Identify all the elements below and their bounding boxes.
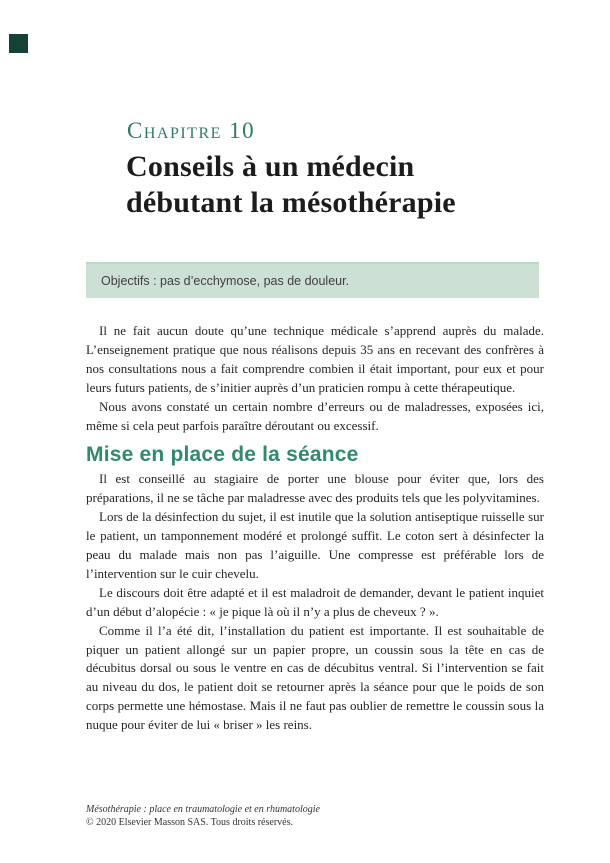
footer-copyright: © 2020 Elsevier Masson SAS. Tous droits réservés.: [86, 816, 293, 828]
section-paragraph-3: Le discours doit être adapté et il est maladroit de demander, devant le patient inquiet d’un début d’alopécie : « je pique là où il n’y a plus de cheveux ? ».: [86, 584, 544, 619]
objectives-banner: [86, 262, 539, 298]
chapter-label: Chapitre 10: [127, 118, 256, 143]
section-heading: Mise en place de la séance: [86, 443, 359, 467]
page-footer: [86, 804, 320, 829]
chapter-title-line-1: Conseils à un médecin: [126, 150, 415, 183]
section-paragraph-2: Lors de la désinfection du sujet, il est inutile que la solution antiseptique ruisselle sur le patient, un tamponnement modéré et prolongé suffit. Le coton sert à désinfecter la peau du malade mais non pas l’aiguille. Une compresse est préférable lors de l’intervention sur le cuir chevelu.: [86, 509, 544, 581]
chapter-title: [126, 149, 456, 221]
intro-paragraph-2: Nous avons constaté un certain nombre d’erreurs ou de maladresses, exposées ici, même si cela peut parfois paraître déroutant ou excessif.: [86, 398, 544, 433]
intro-paragraph-1: Il ne fait aucun doute qu’une technique médicale s’apprend auprès du malade. L’enseignement pratique que nous réalisons depuis 35 ans en recevant des confrères à nos consultations nous a fait comprendre combien il était important, pour eux et pour leurs futurs patients, de s’initier auprès d’un praticien rompu à cette thérapeutique.: [86, 323, 544, 395]
section-paragraph-1: Il est conseillé au stagiaire de porter une blouse pour éviter que, lors des préparations, il ne se tâche par maladresse avec des produits tels que les polyvitamines.: [86, 471, 544, 506]
chapter-title-line-2: débutant la mésothérapie: [126, 186, 456, 219]
section-paragraph-4: Comme il l’a été dit, l’installation du patient est importante. Il est souhaitable de piquer un patient allongé sur un papier propre, un coussin sous la tête en cas de décubitus dorsal ou sous le ventre en cas de décubitus ventral. Si l’intervention se fait au niveau du dos, le patient doit se retourner après la séance pour que le poids de son corps permette une hémostase. Mais il ne faut pas oublier de remettre le coussin sous la nuque pour éviter de lui « briser » les reins.: [86, 622, 544, 733]
footer-book-series: Mésothérapie : place en traumatologie et en rhumatologie: [86, 804, 320, 815]
body-text: [86, 322, 544, 735]
objectives-text: Objectifs : pas d’ecchymose, pas de douleur.: [101, 274, 350, 288]
page-corner-marker: [9, 34, 28, 53]
